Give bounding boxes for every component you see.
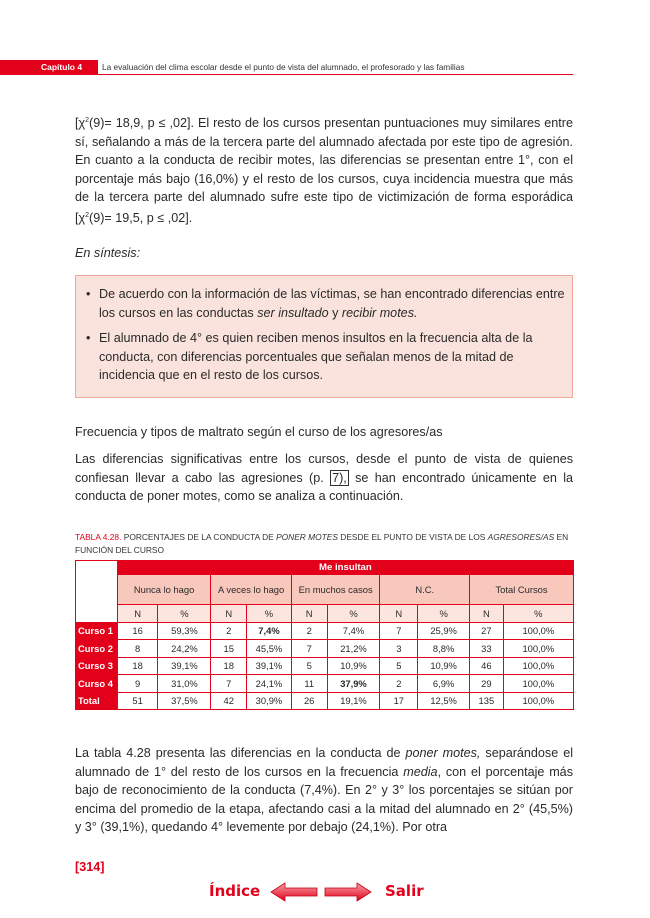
- page-number: [314]: [75, 860, 105, 874]
- table-cell: 45,5%: [247, 640, 292, 658]
- paragraph-2: Las diferencias significativas entre los cursos, desde el punto de vista de quienes confiesan llevar a cabo las agresiones (p. 7), se han encontrado únicamente en la conducta de poner motes, como se analiza a continuación.: [75, 452, 574, 503]
- table-cell: 15: [211, 640, 247, 658]
- subheader-pct: %: [503, 605, 573, 623]
- table-cell: 37,9%: [327, 675, 380, 693]
- table-cell: 31,0%: [158, 675, 211, 693]
- table-cell: 51: [117, 692, 158, 710]
- table-cell: 18: [211, 657, 247, 675]
- table-cell: 27: [470, 622, 504, 640]
- table-cell: 17: [380, 692, 418, 710]
- table-cell: 29: [470, 675, 504, 693]
- table-cell: 24,1%: [247, 675, 292, 693]
- table-row: [76, 640, 574, 658]
- row-label: Curso 4: [76, 675, 118, 693]
- chapter-header: [0, 60, 650, 74]
- table-cell: 2: [211, 622, 247, 640]
- bullet-icon: •: [86, 287, 91, 301]
- table-cell: 19,1%: [327, 692, 380, 710]
- data-table: [75, 560, 574, 710]
- table-cell: 11: [291, 675, 327, 693]
- synthesis-bullet-1: • De acuerdo con la información de las víctimas, se han encontrado diferencias entre los cursos en las conductas ser insultado y recibir motes.: [86, 287, 565, 320]
- col-header-total: Total Cursos: [470, 575, 574, 605]
- table-cell: 7: [380, 622, 418, 640]
- table-cell: 10,9%: [327, 657, 380, 675]
- table-cell: 12,5%: [418, 692, 470, 710]
- table-cell: 37,5%: [158, 692, 211, 710]
- synthesis-heading: En síntesis:: [75, 246, 141, 260]
- row-label: Total: [76, 692, 118, 710]
- table-cell: 5: [380, 657, 418, 675]
- table-cell: 18: [117, 657, 158, 675]
- table-cell: 100,0%: [503, 657, 573, 675]
- table-cell: 7,4%: [247, 622, 292, 640]
- exit-link[interactable]: Salir: [385, 882, 424, 900]
- table-cell: 59,3%: [158, 622, 211, 640]
- synthesis-bullet-2: • El alumnado de 4° es quien reciben menos insultos en la frecuencia alta de la conducta, con diferencias porcentuales que señalan menos de la mitad de incidencia que en el resto de los cursos.: [86, 331, 533, 382]
- subheader-n: N: [380, 605, 418, 623]
- table-cell: 100,0%: [503, 675, 573, 693]
- table-cell: 6,9%: [418, 675, 470, 693]
- table-cell: 5: [291, 657, 327, 675]
- row-label: Curso 2: [76, 640, 118, 658]
- table-cell: 33: [470, 640, 504, 658]
- table-cell: 7: [291, 640, 327, 658]
- col-header-nc: N.C.: [380, 575, 470, 605]
- table-cell: 100,0%: [503, 692, 573, 710]
- table-cell: 100,0%: [503, 640, 573, 658]
- subheader-pct: %: [327, 605, 380, 623]
- table-corner: [76, 561, 118, 623]
- table-cell: 46: [470, 657, 504, 675]
- paragraph-3: La tabla 4.28 presenta las diferencias en la conducta de poner motes, separándose el alumnado de 1° del resto de los cursos en la frecuencia media, con el porcentaje más bajo de reconocimiento de la conducta (7,4%). En 2° y 3° los porcentajes se sitúan por encima del promedio de la etapa, afectando casi a la mitad del alumnado en 2° (45,5%) y 3° (39,1%), quedando 4° levemente por debajo (24,1%). Por otra: [75, 746, 573, 834]
- col-header-a-veces: A veces lo hago: [211, 575, 291, 605]
- table-cell: 39,1%: [158, 657, 211, 675]
- bullet-icon: •: [86, 331, 91, 345]
- table-cell: 24,2%: [158, 640, 211, 658]
- synthesis-box: [75, 275, 573, 398]
- subheader-pct: %: [247, 605, 292, 623]
- subheader-n: N: [117, 605, 158, 623]
- table-cell: 8: [117, 640, 158, 658]
- subheader-n: N: [470, 605, 504, 623]
- table-cell: 3: [380, 640, 418, 658]
- arrow-right-icon[interactable]: [324, 882, 372, 902]
- arrow-left-icon[interactable]: [270, 882, 318, 902]
- table-cell: 25,9%: [418, 622, 470, 640]
- table-cell: 2: [380, 675, 418, 693]
- table-cell: 135: [470, 692, 504, 710]
- table-cell: 10,9%: [418, 657, 470, 675]
- table-cell: 30,9%: [247, 692, 292, 710]
- index-link[interactable]: Índice: [209, 882, 261, 900]
- header-rule: [0, 74, 573, 75]
- subheader-pct: %: [418, 605, 470, 623]
- table-cell: 16: [117, 622, 158, 640]
- table-cell: 21,2%: [327, 640, 380, 658]
- table-cell: 100,0%: [503, 622, 573, 640]
- table-cell: 7,4%: [327, 622, 380, 640]
- row-label: Curso 1: [76, 622, 118, 640]
- subheader-pct: %: [158, 605, 211, 623]
- page-reference-link[interactable]: 7),: [332, 470, 347, 485]
- col-header-muchos: En muchos casos: [291, 575, 380, 605]
- table-cell: 39,1%: [247, 657, 292, 675]
- section-subheading: Frecuencia y tipos de maltrato según el curso de los agresores/as: [75, 425, 443, 439]
- table-cell: 42: [211, 692, 247, 710]
- table-row: [76, 622, 574, 640]
- table-cell: 26: [291, 692, 327, 710]
- chapter-title: La evaluación del clima escolar desde el punto de vista del alumnado, el profesorado y las familias: [102, 62, 465, 72]
- subheader-n: N: [211, 605, 247, 623]
- group-header: Me insultan: [117, 561, 573, 575]
- row-label: Curso 3: [76, 657, 118, 675]
- table-row-total: [76, 692, 574, 710]
- table-caption: TABLA 4.28. PORCENTAJES DE LA CONDUCTA DE PONER MOTES DESDE EL PUNTO DE VISTA DE LOS AGRESORES/AS EN FUNCIÓN DEL CURSO: [75, 532, 569, 555]
- chapter-label: Capítulo 4: [0, 60, 98, 74]
- footer-nav: [0, 880, 650, 904]
- col-header-nunca: Nunca lo hago: [117, 575, 211, 605]
- subheader-n: N: [291, 605, 327, 623]
- table-cell: 9: [117, 675, 158, 693]
- table-cell: 8,8%: [418, 640, 470, 658]
- table-cell: 7: [211, 675, 247, 693]
- table-row: [76, 675, 574, 693]
- table-row: [76, 657, 574, 675]
- table-cell: 2: [291, 622, 327, 640]
- paragraph-1: [$\chi^2(9)= 18,9$, p ≤ ,02]. El resto de los cursos presentan puntuaciones muy similares entre sí, señalando a más de la tercera parte del alumnado afectada por este tipo de agresión. En cuanto a la conducta de recibir motes, las diferencias se presentan entre 1°, con el porcentaje más bajo (16,0%) y el resto de los cursos, cuya incidencia muestra que más de la tercera parte del alumnado sufre este tipo de victimización de forma esporádica [$\chi^2(9)= 19,5$, p ≤ ,02].: [75, 116, 573, 225]
